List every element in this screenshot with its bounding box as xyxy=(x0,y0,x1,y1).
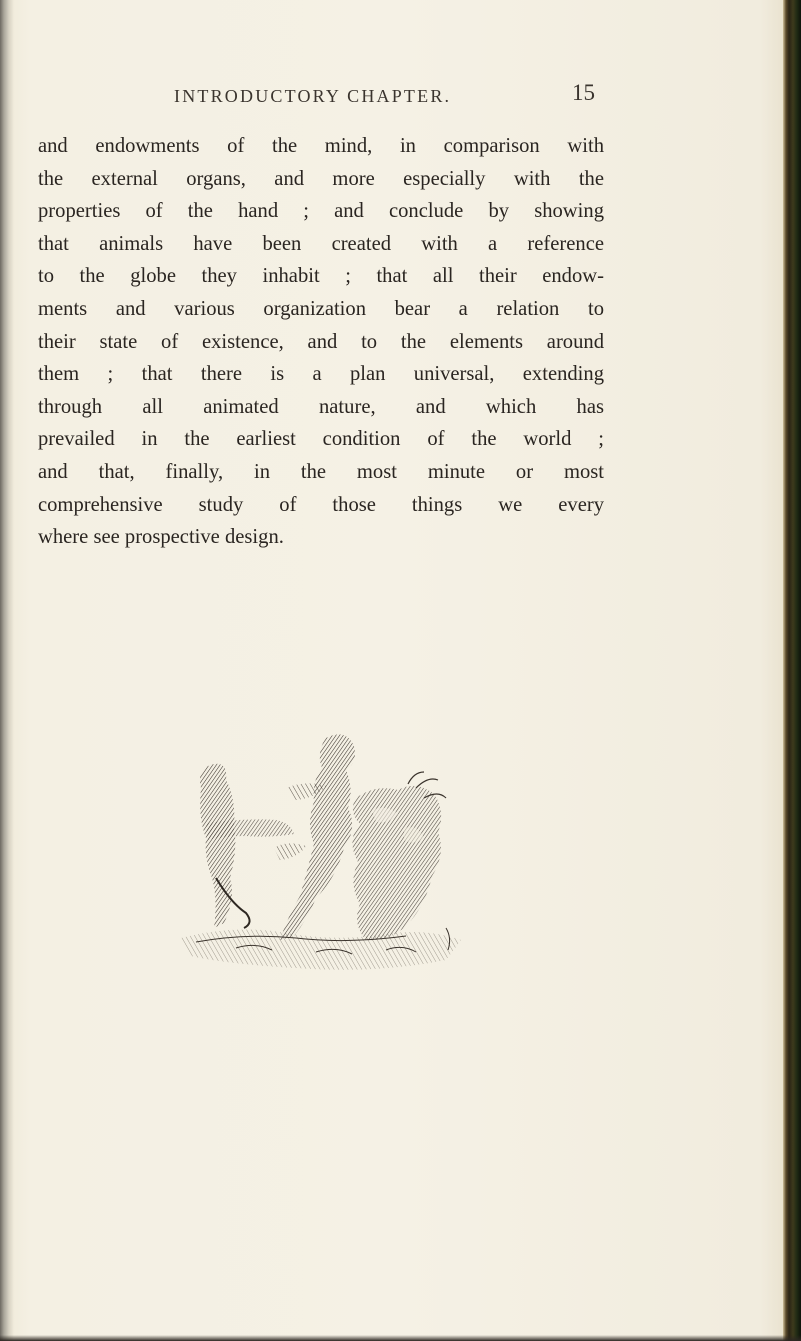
right-page-edge xyxy=(783,0,801,1341)
text-line: and that, finally, in the most minute or most xyxy=(38,460,604,483)
text-line: them ; that there is a plan universal, extending xyxy=(38,363,604,386)
text-line: through all animated nature, and which has xyxy=(38,395,604,418)
text-line: prevailed in the earliest condition of the world ; xyxy=(38,428,604,451)
text-line: that animals have been created with a reference xyxy=(38,232,604,255)
engraved-vignette-icon xyxy=(176,728,468,978)
text-line: properties of the hand ; and conclude by showing xyxy=(38,200,604,223)
bottom-page-edge xyxy=(0,1335,801,1341)
text-line: where see prospective design. xyxy=(38,526,284,549)
text-line: the external organs, and more especially with the xyxy=(38,167,604,190)
page-number: 15 xyxy=(572,80,595,105)
text-line: ments and various organization bear a relation to xyxy=(38,297,604,320)
running-head: INTRODUCTORY CHAPTER. xyxy=(174,86,452,106)
text-line: their state of existence, and to the elements around xyxy=(38,330,604,353)
page-header xyxy=(0,80,801,116)
text-line: to the globe they inhabit ; that all their endow- xyxy=(38,265,604,288)
left-binding-edge xyxy=(0,0,14,1341)
text-line: and endowments of the mind, in comparison with xyxy=(38,135,604,157)
body-paragraph xyxy=(38,130,604,554)
text-line: comprehensive study of those things we every xyxy=(38,493,604,516)
